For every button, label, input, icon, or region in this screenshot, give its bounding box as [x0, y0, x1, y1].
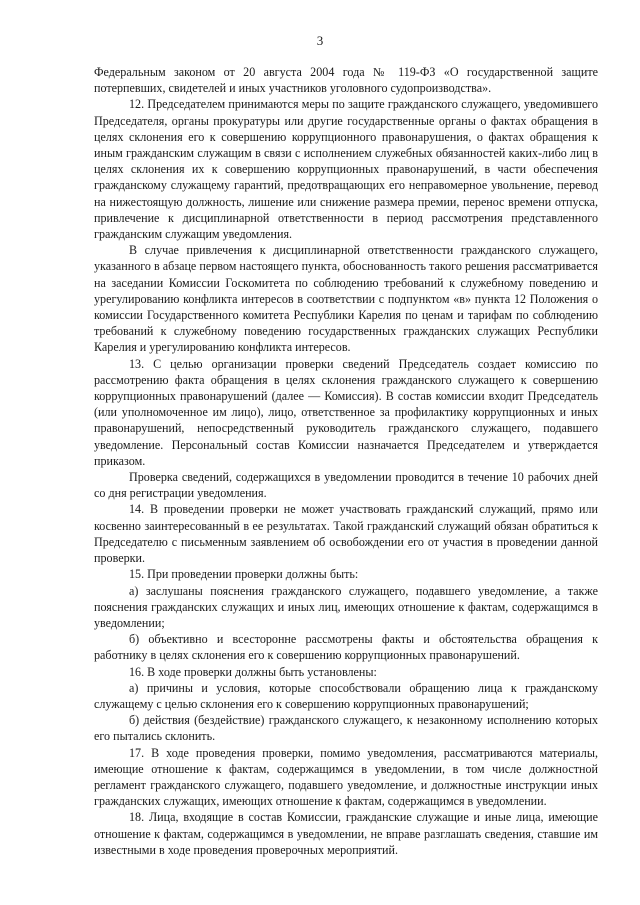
paragraph-9: б) объективно и всесторонне рассмотрены факты и обстоятельства обращения к работнику в целях склонения его к совершению коррупционных правонарушений.	[94, 632, 598, 663]
paragraph-10: 16. В ходе проверки должны быть установлены:	[129, 664, 377, 679]
paragraph-6: 14. В проведении проверки не может участвовать гражданский служащий, прямо или косвенно заинтересованный в ее результатах. Такой гражданский служащий обязан обратиться к Председателю с письменным заявлением об освобождении его от участия в проведении данной проверки.	[94, 502, 598, 566]
paragraph-13: 17. В ходе проведения проверки, помимо уведомления, рассматриваются материалы, имеющие отношение к фактам, содержащимся в уведомлении, в том числе должностной регламент гражданского служащего, подавшего уведомление, и должностные инструкции иных гражданских служащих, имеющих отношение к фактам, содержащимся в уведомлении.	[94, 745, 598, 809]
paragraph-11: а) причины и условия, которые способствовали обращению лица к гражданскому служащему с целью склонения его к совершению коррупционных правонарушений;	[94, 680, 598, 711]
paragraph-4: 13. С целью организации проверки сведений Председатель создает комиссию по рассмотрению факта обращения в целях склонения гражданского служащего к совершению коррупционных правонарушений (далее — Комиссия). В состав комиссии входит Председатель (или уполномоченное им лицо), лицо, ответственное за профилактику коррупционных и иных правонарушений, непосредственный руководитель гражданского служащего, подавшего уведомление. Персональный состав Комиссии назначается Председателем и утверждается приказом.	[94, 356, 598, 468]
paragraph-1: Федеральным законом от 20 августа 2004 года № 119-ФЗ «О государственной защите потерпевших, свидетелей и иных участников уголовного судопроизводства».	[94, 65, 598, 96]
paragraph-7: 15. При проведении проверки должны быть:	[129, 567, 359, 582]
paragraph-3: В случае привлечения к дисциплинарной ответственности гражданского служащего, указанного в абзаце первом настоящего пункта, обоснованность такого решения рассматривается на заседании Комиссии Госкомитета по соблюдению требований к служебному поведению и урегулированию конфликта интересов в соответствии с подпунктом «в» пункта 12 Положения о комиссии Государственного комитета Республики Карелия по ценам и тарифам по соблюдению требований к служебному поведению государственных гражданских служащих Республики Карелия и урегулированию конфликта интересов.	[94, 243, 598, 355]
paragraph-14: 18. Лица, входящие в состав Комиссии, гражданские служащие и иные лица, имеющие отношение к фактам, содержащимся в уведомлении, не вправе разглашать сведения, ставшие им известными в ходе проведения проверочных мероприятий.	[94, 810, 598, 857]
paragraph-12: б) действия (бездействие) гражданского служащего, к незаконному исполнению которых его пытались склонить.	[94, 713, 598, 744]
page-number: 3	[316, 33, 324, 48]
paragraph-8: а) заслушаны пояснения гражданского служащего, подавшего уведомление, а также пояснения гражданских служащих и иных лиц, имеющих отношение к фактам, содержащимся в уведомлении;	[94, 583, 598, 630]
document-body	[94, 64, 598, 858]
paragraph-2: 12. Председателем принимаются меры по защите гражданского служащего, уведомившего Председателя, органы прокуратуры или другие государственные органы о фактах обращения в целях склонения его к совершению коррупционного правонарушения, о фактах обращения к иным гражданским служащим в связи с исполнением служебных обязанностей каких-либо лиц в целях склонения их к совершению коррупционных правонарушений, в части обеспечения гражданскому служащему гарантий, предотвращающих его неправомерное увольнение, перевод на нижестоящую должность, лишение или снижение размера премии, перенос времени отпуска, привлечение к дисциплинарной ответственности в период рассмотрения представленного гражданским служащим уведомления.	[94, 97, 598, 242]
paragraph-5: Проверка сведений, содержащихся в уведомлении проводится в течение 10 рабочих дней со дня регистрации уведомления.	[94, 470, 598, 501]
